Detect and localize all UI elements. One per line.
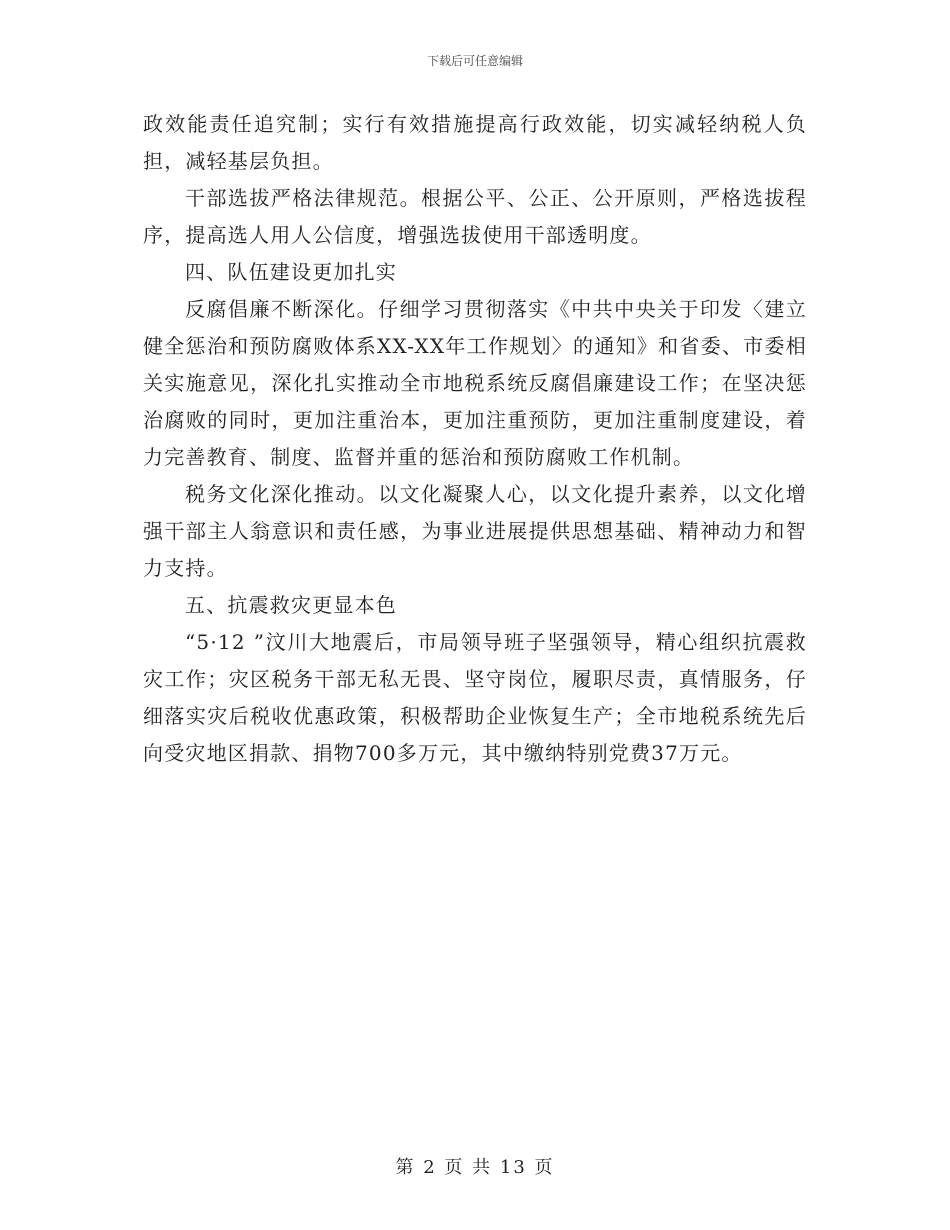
footer-prefix: 第 <box>395 1157 416 1178</box>
footer-middle: 页 共 <box>444 1157 493 1178</box>
page-header: 下载后可任意编辑 <box>426 54 523 68</box>
footer-page-number: 2 <box>423 1157 437 1178</box>
paragraph-3: 反腐倡廉不断深化。仔细学习贯彻落实《中共中央关于印发〈建立健全惩治和预防腐败体系XX-XX年工作规划〉的通知》和省委、市委相关实施意见，深化扎实推动全市地税系统反腐倡廉建设工作；在坚决惩治腐败的同时，更加注重治本，更加注重预防，更加注重制度建设，着力完善教育、制度、监督并重的惩治和预防腐败工作机制。 <box>143 297 807 469</box>
page-footer <box>0 1153 950 1179</box>
footer-suffix: 页 <box>534 1157 555 1178</box>
document-body <box>143 106 807 772</box>
section-heading-4: 四、队伍建设更加扎实 <box>185 260 397 284</box>
paragraph-4: 税务文化深化推动。以文化凝聚人心，以文化提升素养，以文化增强干部主人翁意识和责任感，为事业进展提供思想基础、精神动力和智力支持。 <box>143 482 807 580</box>
paragraph-5: “5·12 ”汶川大地震后，市局领导班子坚强领导，精心组织抗震救灾工作；灾区税务干部无私无畏、坚守岗位，履职尽责，真情服务，仔细落实灾后税收优惠政策，积极帮助企业恢复生产；全市地税系统先后向受灾地区捐款、捐物700多万元，其中缴纳特别党费37万元。 <box>143 630 807 765</box>
paragraph-1: 政效能责任追究制；实行有效措施提高行政效能，切实减轻纳税人负担，减轻基层负担。 <box>143 112 807 173</box>
paragraph-2: 干部选拔严格法律规范。根据公平、公正、公开原则，严格选拔程序，提高选人用人公信度，增强选拔使用干部透明度。 <box>143 186 807 247</box>
section-heading-5: 五、抗震救灾更显本色 <box>185 593 397 617</box>
footer-total-pages: 13 <box>499 1157 527 1178</box>
